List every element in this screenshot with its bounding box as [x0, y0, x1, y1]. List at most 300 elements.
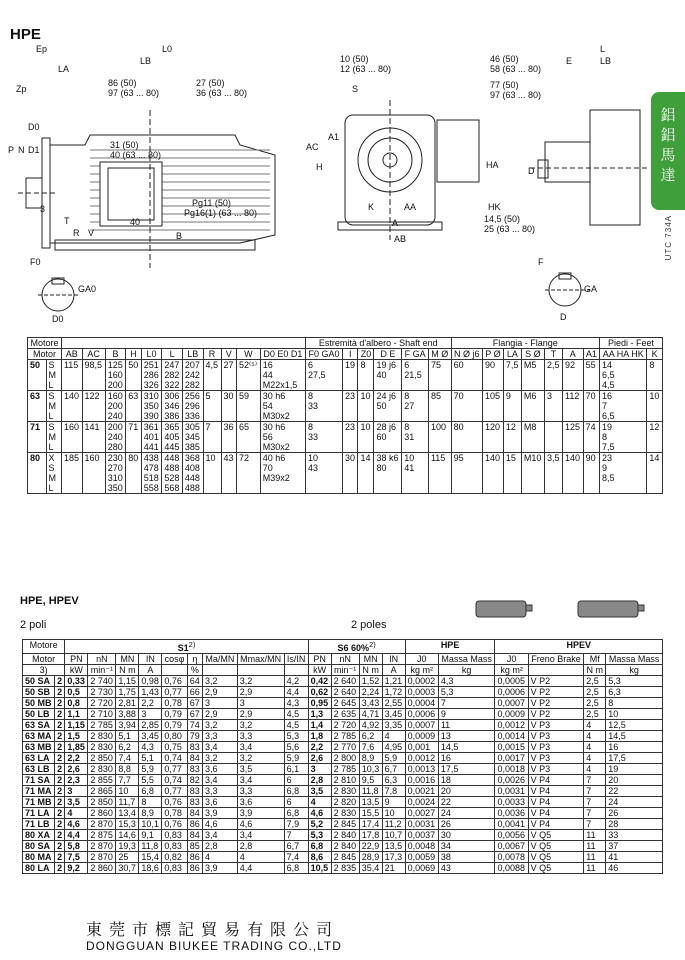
perf-cell: V Q5 — [528, 863, 584, 874]
dims-cell-h: 63 — [126, 391, 141, 422]
perf-cell: 74 — [187, 720, 202, 731]
perf-col-header: MN — [116, 654, 139, 665]
cell-line: 322 — [164, 380, 180, 390]
dims-cell-lb — [182, 391, 203, 422]
perf-cell: V Q5 — [528, 852, 584, 863]
cell-line: 296 — [184, 401, 200, 411]
dim-label-aa: AA — [404, 202, 417, 212]
perf-cell: 11,7 — [116, 797, 139, 808]
perf-cell: 0,0018 — [495, 764, 528, 775]
perf-cell: 35,4 — [359, 863, 382, 874]
dims-h-flange: Flangia - Flange — [451, 338, 599, 349]
cell-line: 43 — [308, 463, 319, 473]
dim-label-e: E — [566, 56, 573, 66]
perf-cell: 8,6 — [308, 852, 331, 863]
dims-cell-a: 140 — [563, 453, 584, 494]
perf-cell: 4,6 — [65, 819, 88, 830]
perf-cell: 4,4 — [284, 687, 308, 698]
dims-cell-m: 115 — [428, 453, 451, 494]
cell-line: 14 — [602, 360, 613, 370]
dims-cell-w: 59 — [236, 391, 260, 422]
cell-line: M30x2 — [262, 442, 290, 452]
cell-line: 9 — [602, 463, 608, 473]
perf-cell: 20 — [438, 786, 495, 797]
perf-cell: 10,7 — [382, 830, 405, 841]
perf-cell: 3,4 — [237, 830, 284, 841]
dims-cell-z0: 10 — [358, 422, 374, 453]
dims-cell-i: 23 — [343, 391, 358, 422]
perf-cell: 7 — [584, 808, 606, 819]
dims-col-header: L — [162, 349, 183, 360]
perf-cell: 3,4 — [203, 742, 238, 753]
cell-line: 518 — [143, 473, 159, 483]
perf-cell: 83 — [187, 742, 202, 753]
dims-cell-z0: 10 — [358, 391, 374, 422]
cell-line: 10 — [404, 453, 415, 463]
dims-col-header: N Ø j6 — [451, 349, 482, 360]
perf-cell: 0,83 — [162, 841, 187, 852]
perf-cell: 0,0021 — [405, 786, 438, 797]
dims-cell-a: 112 — [563, 391, 584, 422]
perf-cell: 2 640 — [331, 676, 359, 687]
perf-cell: 30,7 — [116, 863, 139, 874]
perf-cell: 6,2 — [116, 742, 139, 753]
perf-cell: 6,7 — [382, 764, 405, 775]
cell-line: 70 — [262, 463, 273, 473]
perf-cell: 14,6 — [116, 830, 139, 841]
perf-cell: 2,6 — [308, 753, 331, 764]
perf-row — [23, 863, 663, 874]
perf-cell: 0,79 — [162, 720, 187, 731]
dims-row — [28, 391, 663, 422]
dims-cell-la: 12 — [503, 422, 521, 453]
perf-cell: 13,5 — [359, 797, 382, 808]
perf-cell: 79 — [187, 731, 202, 742]
perf-cell: 2,85 — [139, 720, 162, 731]
perf-cell: V P4 — [528, 775, 584, 786]
dims-cell-p: 140 — [482, 453, 503, 494]
perf-cell: 6,8 — [284, 863, 308, 874]
dims-cell-i: 23 — [343, 422, 358, 453]
perf-cell: 0,0037 — [405, 830, 438, 841]
dim-36: 36 (63 ... 80) — [196, 88, 248, 98]
subtype: L — [48, 380, 54, 390]
dims-col-header: AC — [82, 349, 105, 360]
perf-cell: 2 875 — [88, 830, 116, 841]
perf-cell: 5,1 — [116, 731, 139, 742]
perf-col-header: Is/IN — [284, 654, 308, 665]
perf-cell: 0,0015 — [495, 742, 528, 753]
dims-col-header: LA — [503, 349, 521, 360]
perf-cell: 0,33 — [65, 676, 88, 687]
perf-cell: 0,77 — [162, 786, 187, 797]
dim-12: 12 (63 ... 80) — [340, 64, 392, 74]
perf-cell: 66 — [187, 687, 202, 698]
cell-line: 247 — [164, 360, 180, 370]
motor-code: 63 MB — [23, 742, 55, 753]
dims-cell-lb — [182, 422, 203, 453]
cell-line: 230 — [107, 453, 123, 463]
perf-cell: 3,6 — [203, 797, 238, 808]
perf-cell: 2 — [55, 764, 65, 775]
perf-cell: 3,94 — [116, 720, 139, 731]
perf-cell: 2 — [55, 775, 65, 786]
perf-cell: 3 — [203, 698, 238, 709]
perf-unit: min⁻¹ — [88, 665, 116, 676]
dims-cell-ac: 122 — [82, 391, 105, 422]
dims-col-header: M Ø — [428, 349, 451, 360]
perf-cell: 12,5 — [606, 720, 663, 731]
perf-cell: 38 — [438, 852, 495, 863]
perf-cell: 0,82 — [162, 852, 187, 863]
perf-cell: 1,21 — [382, 676, 405, 687]
perf-cell: 84 — [187, 830, 202, 841]
perf-cell: 3 — [308, 764, 331, 775]
perf-body — [23, 676, 663, 874]
perf-cell: 6 — [284, 797, 308, 808]
perf-cell: 4,3 — [438, 676, 495, 687]
dims-cell-v: 27 — [221, 360, 236, 391]
subtype: L — [48, 411, 54, 421]
perf-cell: 9,1 — [139, 830, 162, 841]
motor-code: 71 SA — [23, 775, 55, 786]
dims-cell-a1: 90 — [583, 453, 599, 494]
perf-cell: 4,71 — [359, 709, 382, 720]
dims-h-feet: Piedi - Feet — [600, 338, 663, 349]
perf-cell: 0,0024 — [405, 797, 438, 808]
cell-line: 50 — [376, 401, 387, 411]
perf-cell: 8 — [139, 797, 162, 808]
perf-cell: 2 845 — [331, 852, 359, 863]
perf-cell: 2,3 — [65, 775, 88, 786]
dim-pg16: Pg16(1) (63 ... 80) — [184, 208, 258, 218]
dims-header-2 — [28, 349, 663, 360]
perf-cell: 37 — [606, 841, 663, 852]
perf-cell: 3,5 — [237, 764, 284, 775]
perf-cell: 5,3 — [606, 676, 663, 687]
dims-col-header: Motor — [28, 349, 62, 360]
perf-cell: 4,95 — [382, 742, 405, 753]
subtype: L — [48, 442, 54, 452]
cell-line: 54 — [262, 401, 273, 411]
dims-cell-a1: 55 — [583, 360, 599, 391]
motor-code: 50 SA — [23, 676, 55, 687]
motor-feet — [55, 240, 255, 250]
perf-cell: 2 830 — [88, 742, 116, 753]
perf-cell: 2 — [55, 709, 65, 720]
perf-cell: 0,83 — [162, 830, 187, 841]
dims-cell-s: M8 — [521, 422, 544, 453]
perf-row — [23, 742, 663, 753]
perf-cell: 5,5 — [139, 775, 162, 786]
frame-subtypes — [46, 391, 61, 422]
cell-line: 60 — [376, 432, 387, 442]
dims-cell-l — [162, 453, 183, 494]
dims-cell-f0 — [306, 422, 343, 453]
perf-cell: 7,6 — [359, 742, 382, 753]
perf-cell: 0,0007 — [495, 698, 528, 709]
page-title: HPE — [10, 26, 41, 43]
perf-col-header: J0 — [495, 654, 528, 665]
perf-cell: 2 810 — [331, 775, 359, 786]
perf-cell: 2 — [55, 742, 65, 753]
perf-cell: 85 — [187, 841, 202, 852]
dims-cell-f0 — [306, 453, 343, 494]
dims-cell-ab: 185 — [61, 453, 82, 494]
dims-cell-de — [374, 360, 402, 391]
cell-line: 6 — [404, 360, 410, 370]
dims-cell-p: 120 — [482, 422, 503, 453]
company-name-cn: 東莞市標記貿易有限公司 — [86, 922, 340, 939]
perf-cell: 0,76 — [162, 819, 187, 830]
category-side-tab[interactable] — [651, 92, 685, 210]
cell-line: 488 — [184, 483, 200, 493]
perf-cell: 0,0003 — [405, 687, 438, 698]
perf-cell: 0,0059 — [405, 852, 438, 863]
dim-label-d0: D0 — [28, 122, 40, 132]
perf-cell: 34 — [438, 841, 495, 852]
cell-line: 8 — [404, 422, 410, 432]
dims-cell-h: 80 — [126, 453, 141, 494]
perf-cell: 2 710 — [88, 709, 116, 720]
dims-cell-s: M6 — [521, 391, 544, 422]
perf-unit: min⁻¹ — [331, 665, 359, 676]
perf-cell: 67 — [187, 709, 202, 720]
perf-cell: 1,43 — [139, 687, 162, 698]
dims-cell-ab: 140 — [61, 391, 82, 422]
perf-cell: 86 — [187, 852, 202, 863]
perf-cell: 7,4 — [116, 753, 139, 764]
perf-cell: 0,0009 — [405, 731, 438, 742]
perf-cell: 3,4 — [203, 775, 238, 786]
subtype: S — [48, 422, 55, 432]
dims-col-header: I — [343, 349, 358, 360]
dim-86: 86 (50) — [108, 78, 137, 88]
perf-cell: 2,8 — [203, 841, 238, 852]
perf-cell: 2 — [55, 863, 65, 874]
dims-body — [28, 360, 663, 494]
perf-cell: 2 640 — [331, 687, 359, 698]
cell-line: 478 — [143, 463, 159, 473]
motor-code: 50 SB — [23, 687, 55, 698]
perf-cell: 3,2 — [203, 720, 238, 731]
perf-cell: 6,8 — [139, 786, 162, 797]
dims-cell-m: 75 — [428, 360, 451, 391]
perf-cell: 17,5 — [438, 764, 495, 775]
motor-code: 50 LB — [23, 709, 55, 720]
dims-col-header: K — [647, 349, 663, 360]
perf-col-header: Mf — [584, 654, 606, 665]
dims-cell-r: 5 — [203, 391, 221, 422]
perf-cell: 4,2 — [284, 676, 308, 687]
perf-cell: 2 — [55, 852, 65, 863]
dims-cell-a1: 70 — [583, 391, 599, 422]
perf-cell: 0,0031 — [405, 819, 438, 830]
cell-line: 310 — [143, 391, 159, 401]
dim-label-l: L — [600, 44, 606, 54]
perf-cell: 18 — [438, 775, 495, 786]
motor-code: 71 LA — [23, 808, 55, 819]
perf-cell: 4 — [584, 764, 606, 775]
perf-cell: 4 — [308, 797, 331, 808]
perf-cell: 2 — [55, 676, 65, 687]
frame-subtypes — [46, 360, 61, 391]
perf-cell: 7 — [584, 775, 606, 786]
perf-cell: 8,9 — [139, 808, 162, 819]
dims-cell-fga — [402, 360, 429, 391]
perf-cell: 17,8 — [359, 830, 382, 841]
frame-size: 63 — [28, 391, 47, 422]
perf-cell: 11,8 — [139, 841, 162, 852]
dim-label-d1: D1 — [28, 145, 40, 155]
perf-cell: 2 — [55, 808, 65, 819]
perf-cell: 3,35 — [382, 720, 405, 731]
dims-cell-l — [162, 360, 183, 391]
perf-cell: 0,0069 — [405, 863, 438, 874]
cell-line: 8,5 — [602, 473, 615, 483]
perf-cell: 8,9 — [359, 753, 382, 764]
dims-col-header: AB — [61, 349, 82, 360]
perf-cell: 2,5 — [584, 687, 606, 698]
perf-col-header: MN — [359, 654, 382, 665]
perf-cell: 22,9 — [359, 841, 382, 852]
cell-line: 23 — [602, 453, 613, 463]
right-shaft-housing — [545, 142, 590, 182]
perf-cell: 28,9 — [359, 852, 382, 863]
dims-cell-ab: 115 — [61, 360, 82, 391]
cell-line: 33 — [308, 401, 319, 411]
dims-cell-l0 — [141, 360, 162, 391]
dims-cell-n: 60 — [451, 360, 482, 391]
perf-col-header: Ma/MN — [203, 654, 238, 665]
perf-cell: 2,6 — [65, 764, 88, 775]
dims-cell-l0 — [141, 391, 162, 422]
perf-cell: 0,74 — [162, 775, 187, 786]
perf-cell: 4 — [584, 731, 606, 742]
perf-unit: kg — [438, 665, 495, 676]
perf-cell: 30 — [438, 830, 495, 841]
dims-cell-n: 95 — [451, 453, 482, 494]
dim-label-n: N — [18, 145, 25, 155]
dims-col-header: H — [126, 349, 141, 360]
motor-drawing — [0, 40, 650, 335]
frame-subtypes — [46, 422, 61, 453]
perf-cell: 17,5 — [606, 753, 663, 764]
perf-cell: 33 — [606, 830, 663, 841]
perf-cell: 2 — [55, 830, 65, 841]
perf-cell: 7,7 — [116, 775, 139, 786]
cell-line: M22x1,5 — [262, 380, 298, 390]
perf-cell: 2,9 — [237, 687, 284, 698]
dims-col-header: A1 — [583, 349, 599, 360]
dims-cell-d0 — [260, 391, 305, 422]
perf-cell: 25 — [116, 852, 139, 863]
cell-line: 368 — [184, 453, 200, 463]
perf-cell: 2 720 — [331, 720, 359, 731]
dims-cell-p: 90 — [482, 360, 503, 391]
dims-cell-m: 85 — [428, 391, 451, 422]
perf-cell: 8 — [606, 698, 663, 709]
cell-line: 24 j6 — [376, 391, 396, 401]
dims-cell-l0 — [141, 422, 162, 453]
perf-cell: V P3 — [528, 753, 584, 764]
perf-cell: 1,1 — [65, 709, 88, 720]
dims-col-header: F0 GA0 — [306, 349, 343, 360]
frame-size: 50 — [28, 360, 47, 391]
shaft-right-ga: GA — [584, 284, 598, 294]
perf-unit: A — [139, 665, 162, 676]
dims-cell-k: 12 — [647, 422, 663, 453]
perf-cell: 11 — [438, 720, 495, 731]
cell-line: 438 — [143, 453, 159, 463]
perf-cell: 0,0017 — [495, 753, 528, 764]
shaft-right-d: D — [560, 312, 567, 322]
perf-cell: V P4 — [528, 808, 584, 819]
perf-cell: 2 870 — [88, 852, 116, 863]
dims-cell-h: 50 — [126, 360, 141, 391]
perf-cell: 2 830 — [331, 786, 359, 797]
perf-row — [23, 830, 663, 841]
perf-cell: 2 830 — [88, 764, 116, 775]
perf-col-header: Freno Brake — [528, 654, 584, 665]
perf-cell: 2 — [55, 698, 65, 709]
dims-cell-n: 70 — [451, 391, 482, 422]
perf-row — [23, 797, 663, 808]
dims-col-header: Z0 — [358, 349, 374, 360]
perf-unit: N m — [359, 665, 382, 676]
perf-cell: 6,8 — [284, 808, 308, 819]
perf-cell: 0,0006 — [405, 709, 438, 720]
perf-cell: V P2 — [528, 687, 584, 698]
perf-cell: 10,3 — [359, 764, 382, 775]
dims-cell-la: 7,5 — [503, 360, 521, 391]
perf-cell: 8,8 — [116, 764, 139, 775]
perf-cell: 0,83 — [162, 863, 187, 874]
perf-cell: 3,88 — [116, 709, 139, 720]
perf-cell: 3,2 — [237, 753, 284, 764]
perf-cell: 13,4 — [116, 808, 139, 819]
company-name-en: DONGGUAN BIUKEE TRADING CO.,LTD — [86, 939, 342, 953]
cell-line: 528 — [164, 473, 180, 483]
dims-col-header: S Ø — [521, 349, 544, 360]
perf-cell: 0,0012 — [405, 753, 438, 764]
perf-cell: 0,0026 — [495, 775, 528, 786]
dims-cell-r: 4,5 — [203, 360, 221, 391]
perf-cell: 4 — [584, 742, 606, 753]
perf-cell: 4 — [382, 731, 405, 742]
perf-cell: 2,8 — [308, 775, 331, 786]
perf-unit: N m — [584, 665, 606, 676]
perf-cell: 86 — [187, 863, 202, 874]
perf-cell: 18,6 — [139, 863, 162, 874]
perf-h-s6: S6 60%$^{2)}$ — [308, 640, 405, 654]
dim-27: 27 (50) — [196, 78, 225, 88]
perf-cell: 2,5 — [584, 709, 606, 720]
perf-cell: 0,0078 — [495, 852, 528, 863]
motor-code: 80 SA — [23, 841, 55, 852]
perf-col-header: PN — [65, 654, 88, 665]
perf-cell: 86 — [187, 819, 202, 830]
perf-cell: 0,95 — [308, 698, 331, 709]
cell-line: 200 — [107, 401, 123, 411]
motor-code: 63 MA — [23, 731, 55, 742]
cell-line: 365 — [164, 422, 180, 432]
perf-cell: 0,0013 — [405, 764, 438, 775]
perf-cell: 26 — [606, 808, 663, 819]
perf-unit: kW — [65, 665, 88, 676]
dim-label-hk: HK — [488, 202, 501, 212]
perf-cell: V P3 — [528, 720, 584, 731]
